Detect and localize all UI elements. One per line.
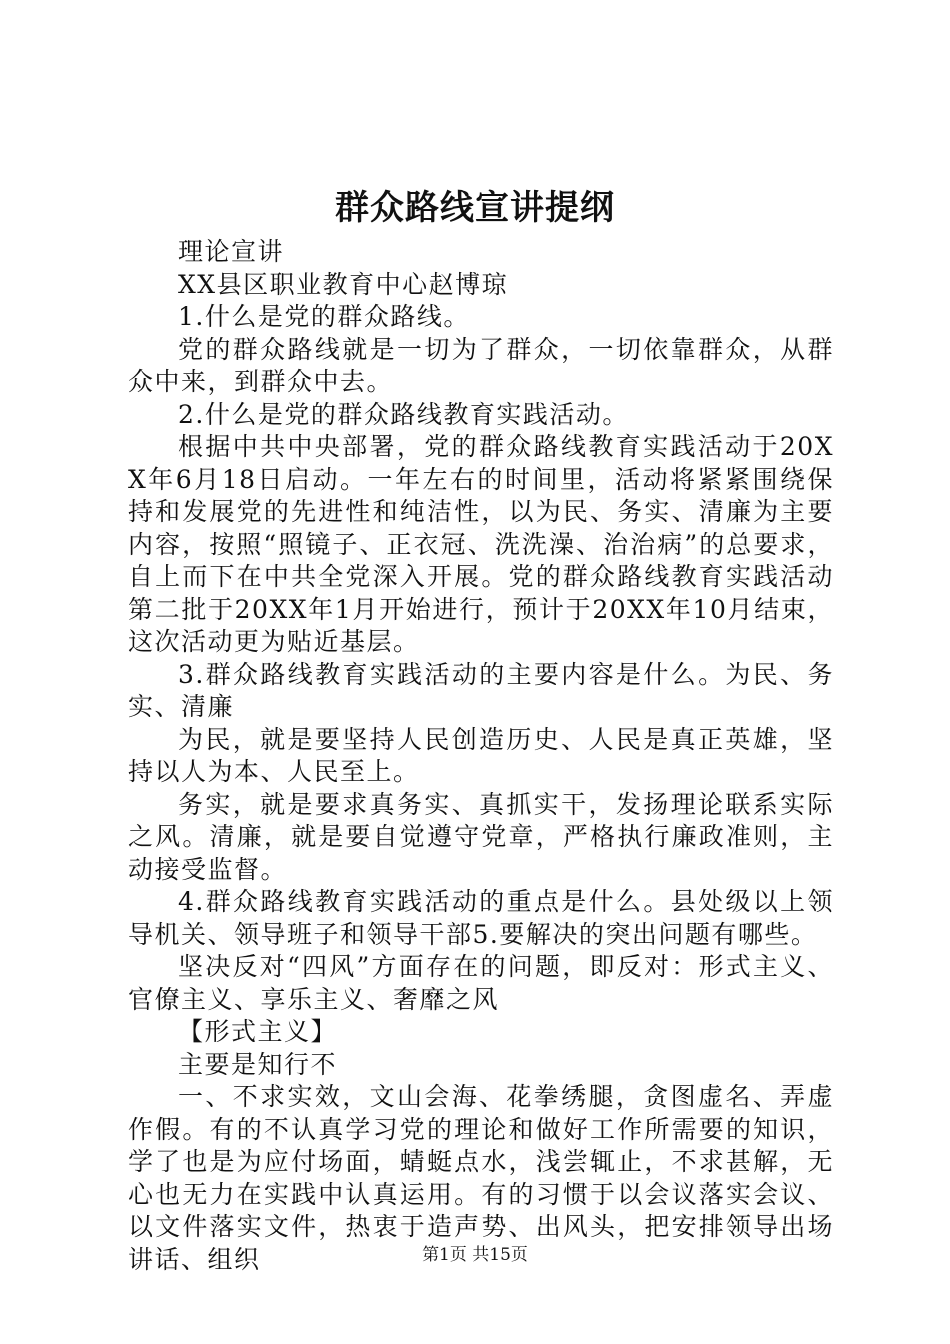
paragraph-3: 1.什么是党的群众路线。 — [178, 302, 470, 331]
paragraph-14: 一、不求实效，文山会海、花拳绣腿，贪图虚名、弄虚作假。有的不认真学习党的理论和做好工作所需要的知识，学了也是为应付场面，蜻蜓点水，浅尝辄止，不求甚解，无心也无力在实践中认真运用。有的习惯于以会议落实会议、以文件落实文件，热衷于造声势、出风头，把安排领导出场讲话、组织 — [128, 1082, 834, 1274]
document-title: 群众路线宣讲提纲 — [335, 188, 615, 228]
page-footer — [0, 1243, 950, 1267]
paragraph-12: 【形式主义】 — [178, 1017, 338, 1046]
paragraph-2: XX县区职业教育中心赵博琼 — [178, 269, 509, 299]
document-body — [128, 236, 834, 1276]
paragraph-10: 4.群众路线教育实践活动的重点是什么。县处级以上领导机关、领导班子和领导干部5.要解决的突出问题有哪些。 — [128, 887, 834, 949]
paragraph-7: 3.群众路线教育实践活动的主要内容是什么。为民、务实、清廉 — [128, 659, 834, 721]
paragraph-11: 坚决反对“四风”方面存在的问题，即反对：形式主义、官僚主义、享乐主义、奢靡之风 — [128, 952, 834, 1014]
paragraph-13: 主要是知行不 — [178, 1049, 338, 1079]
paragraph-5: 2.什么是党的群众路线教育实践活动。 — [178, 399, 629, 429]
paragraph-9: 务实，就是要求真务实、真抓实干，发扬理论联系实际之风。清廉，就是要自觉遵守党章，严格执行廉政准则，主动接受监督。 — [128, 789, 834, 884]
paragraph-6: 根据中共中央部署，党的群众路线教育实践活动于20XX年6月18日启动。一年左右的时间里，活动将紧紧围绕保持和发展党的先进性和纯洁性，以为民、务实、清廉为主要内容，按照“照镜子、正衣冠、洗洗澡、治治病”的总要求，自上而下在中共全党深入开展。党的群众路线教育实践活动第二批于20XX年1月开始进行，预计于20XX年10月结束，这次活动更为贴近基层。 — [128, 432, 834, 656]
paragraph-1: 理论宣讲 — [178, 237, 285, 266]
paragraph-8: 为民，就是要坚持人民创造历史、人民是真正英雄，坚持以人为本、人民至上。 — [128, 724, 834, 786]
page-number-label: 第1页 共15页 — [422, 1245, 528, 1265]
paragraph-4: 党的群众路线就是一切为了群众，一切依靠群众，从群众中来，到群众中去。 — [128, 334, 834, 396]
